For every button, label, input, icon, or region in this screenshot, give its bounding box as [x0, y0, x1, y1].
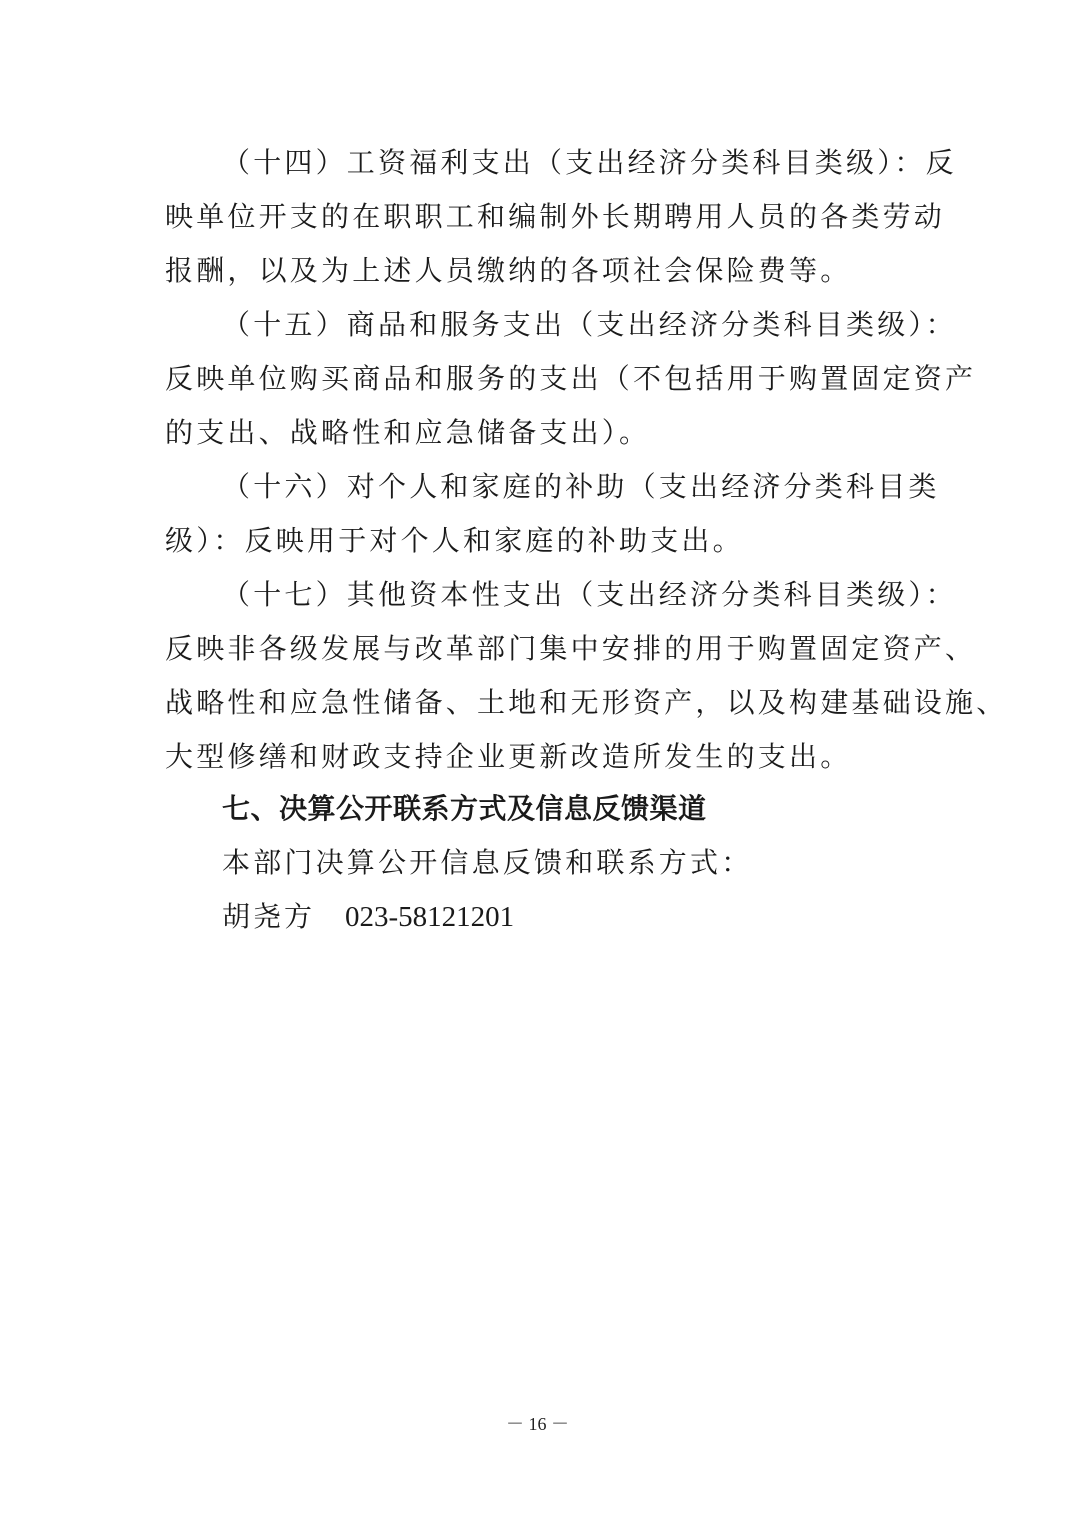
section-7-heading: 七、决算公开联系方式及信息反馈渠道: [222, 792, 707, 825]
section-16-line-1: （十六）对个人和家庭的补助（支出经济分类科目类: [222, 470, 940, 503]
section-14-line-3: 报酬，以及为上述人员缴纳的各项社会保险费等。: [165, 254, 852, 287]
section-17-line-3: 战略性和应急性储备、土地和无形资产，以及构建基础设施、: [165, 686, 1008, 719]
section-17-line-2: 反映非各级发展与改革部门集中安排的用于购置固定资产、: [165, 632, 977, 665]
contact-phone: 023-58121201: [345, 901, 515, 933]
section-15-line-2: 反映单位购买商品和服务的支出（不包括用于购置固定资产: [165, 362, 977, 395]
section-17-line-4: 大型修缮和财政支持企业更新改造所发生的支出。: [165, 740, 852, 773]
section-14-line-1: （十四）工资福利支出（支出经济分类科目类级）：反: [222, 146, 957, 179]
contact-name: 胡尧方: [222, 900, 316, 933]
section-14-line-2: 映单位开支的在职职工和编制外长期聘用人员的各类劳动: [165, 200, 946, 233]
contact-line: [222, 900, 514, 934]
section-16-line-2: 级）：反映用于对个人和家庭的补助支出。: [165, 524, 744, 557]
section-15-line-1: （十五）商品和服务支出（支出经济分类科目类级）：: [222, 308, 957, 341]
section-17-line-1: （十七）其他资本性支出（支出经济分类科目类级）：: [222, 578, 957, 611]
section-15-line-3: 的支出、战略性和应急储备支出）。: [165, 416, 651, 449]
page-number: － 16 －: [506, 1414, 569, 1434]
contact-intro: 本部门决算公开信息反馈和联系方式：: [222, 846, 753, 879]
